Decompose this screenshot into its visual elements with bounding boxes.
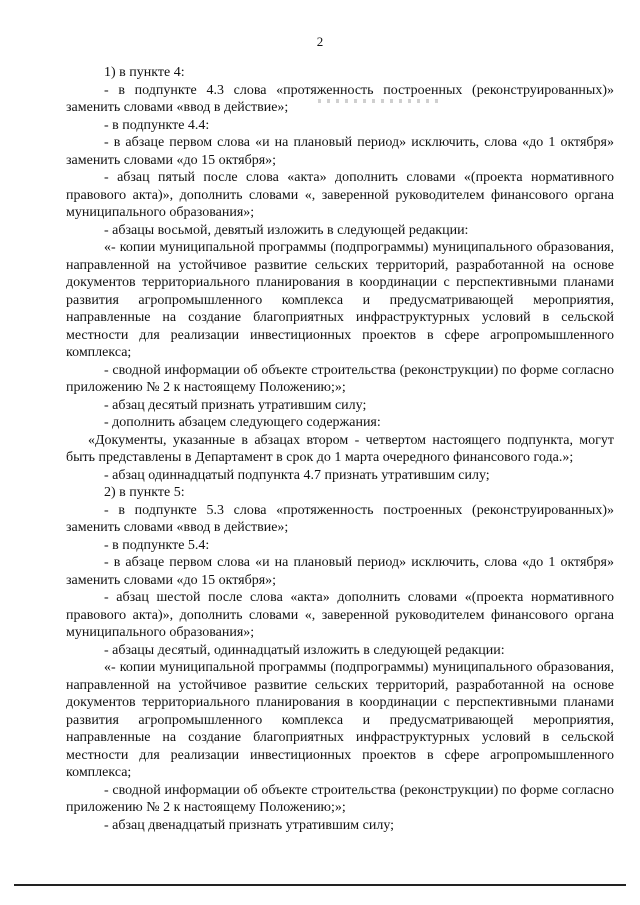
paragraph: 2) в пункте 5:	[104, 485, 185, 500]
paragraph: - абзацы десятый, одиннадцатый изложить в следующей редакции:	[104, 642, 505, 658]
paragraph: - абзац десятый признать утратившим силу;	[104, 397, 367, 413]
paragraph: «- копии муниципальной программы (подпрограммы) муниципального образования, направленной на устойчивое развитие сельских территорий, разработанной на основе документов территориального планирования в координации с перспективными планами развития агропромышленного комплекса и предусматривающей мероприятия, направленные на создание благоприятных инфраструктурных условий в сельской местности для реализации инвестиционных проектов в сфере агропромышленного комплекса;	[66, 240, 614, 360]
paragraph: «- копии муниципальной программы (подпрограммы) муниципального образования, направленной на устойчивое развитие сельских территорий, разработанной на основе документов территориального планирования в координации с перспективными планами развития агропромышленного комплекса и предусматривающей мероприятия, направленные на создание благоприятных инфраструктурных условий в сельской местности для реализации инвестиционных проектов в сфере агропромышленного комплекса;	[66, 660, 614, 780]
document-body	[66, 64, 614, 834]
paragraph: - в абзаце первом слова «и на плановый период» исключить, слова «до 1 октября» заменить словами «до 15 октября»;	[66, 555, 614, 588]
paragraph: - в подпункте 4.3 слова «протяженность построенных (реконструированных)» заменить словами «ввод в действие»;	[66, 82, 614, 115]
paragraph: - абзац одиннадцатый подпункта 4.7 признать утратившим силу;	[104, 467, 490, 483]
paragraph: - в подпункте 4.4:	[104, 117, 210, 133]
paragraph: - сводной информации об объекте строительства (реконструкции) по форме согласно приложению № 2 к настоящему Положению;»;	[66, 782, 614, 815]
paragraph: - абзацы восьмой, девятый изложить в следующей редакции:	[104, 222, 469, 238]
paragraph: 1) в пункте 4:	[104, 65, 185, 80]
paragraph: - сводной информации об объекте строительства (реконструкции) по форме согласно приложению № 2 к настоящему Положению;»;	[66, 362, 614, 395]
paragraph: - абзац шестой после слова «акта» дополнить словами «(проекта нормативного правового акта)», дополнить словами «, заверенной руководителем финансового органа муниципального образования»;	[66, 590, 614, 640]
paragraph: - в абзаце первом слова «и на плановый период» исключить, слова «до 1 октября» заменить словами «до 15 октября»;	[66, 135, 614, 168]
paragraph: - в подпункте 5.4:	[104, 537, 210, 553]
paragraph: - дополнить абзацем следующего содержания:	[104, 415, 381, 430]
page-number: 2	[316, 34, 324, 49]
paragraph: - абзац пятый после слова «акта» дополнить словами «(проекта нормативного правового акта)», дополнить словами «, заверенной руководителем финансового органа муниципального образования»;	[66, 170, 614, 220]
bottom-rule	[14, 884, 626, 886]
paragraph: - в подпункте 5.3 слова «протяженность построенных (реконструированных)» заменить словами «ввод в действие»;	[66, 502, 614, 535]
paragraph: «Документы, указанные в абзацах втором - четвертом настоящего подпункта, могут быть представлены в Департамент в срок до 1 марта очередного финансового года.»;	[66, 432, 614, 465]
paragraph: - абзац двенадцатый признать утратившим силу;	[104, 817, 395, 833]
